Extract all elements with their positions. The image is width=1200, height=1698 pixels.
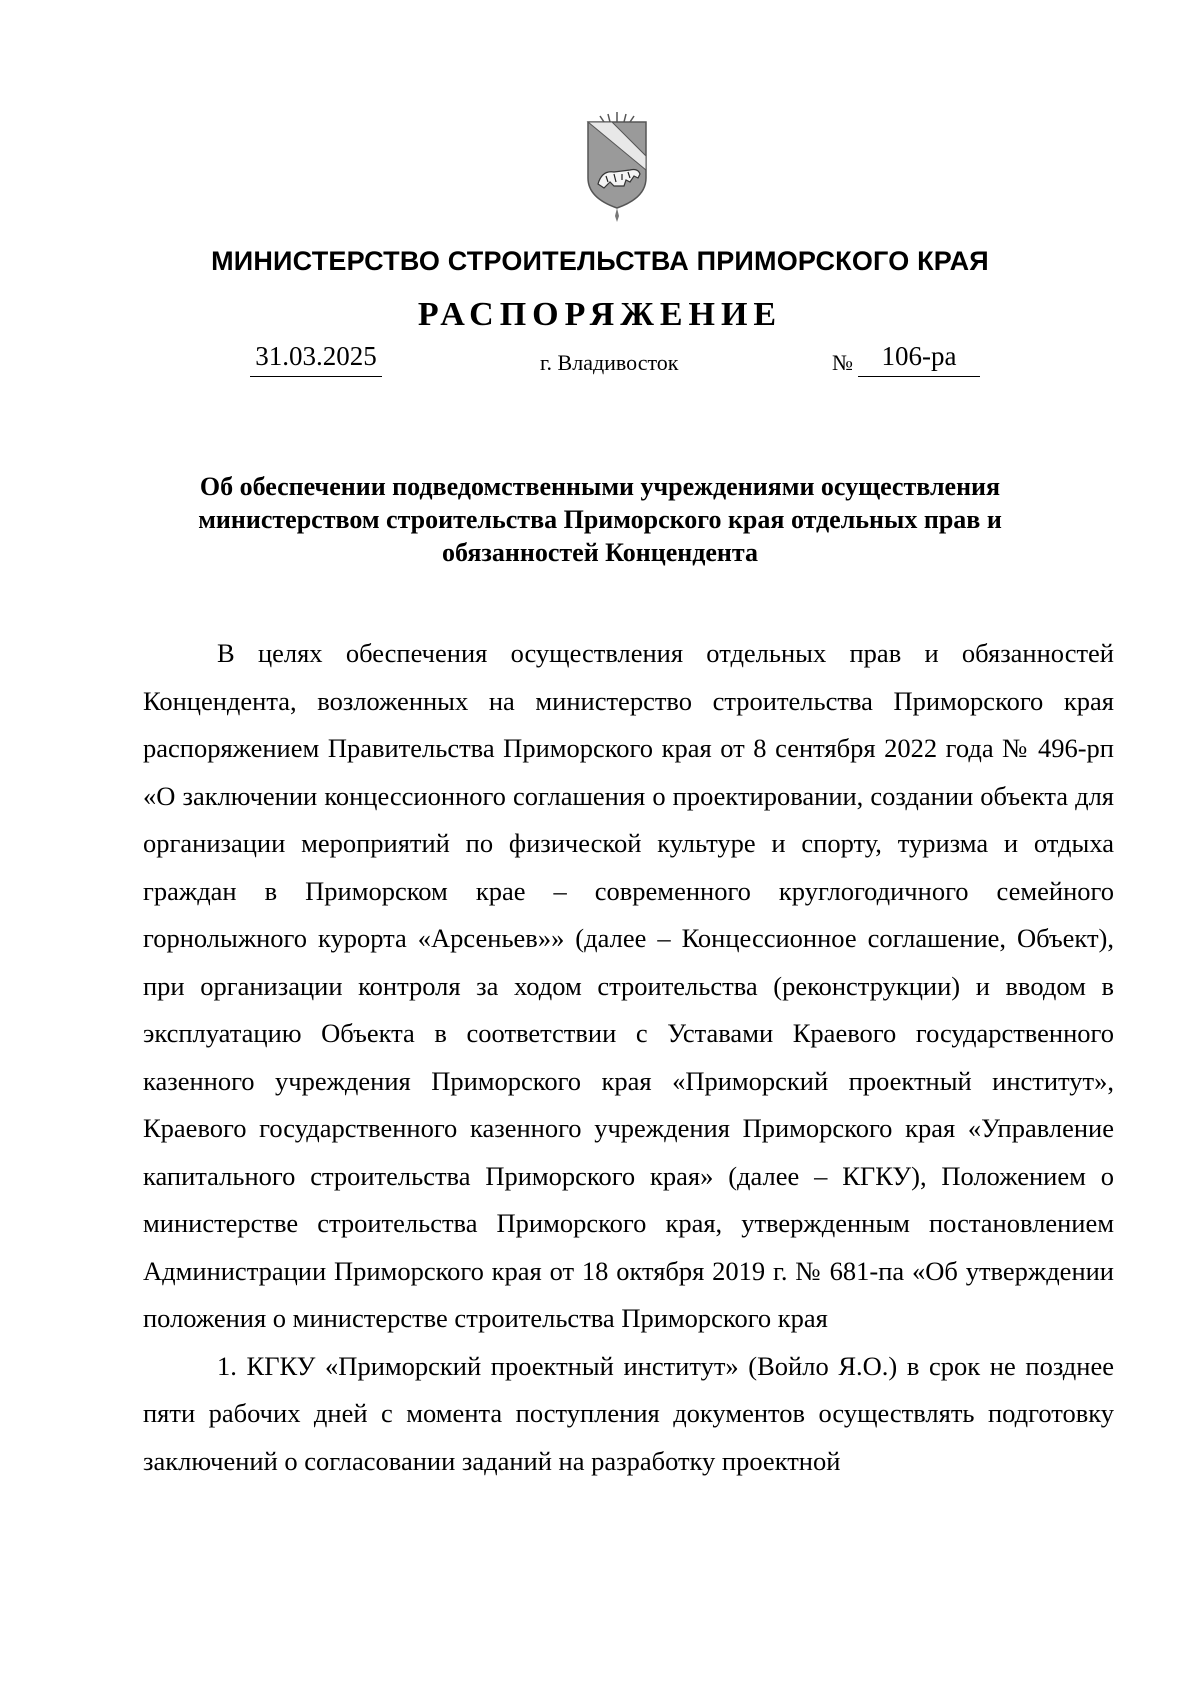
document-city: г. Владивосток xyxy=(540,350,679,375)
coat-of-arms-emblem xyxy=(584,112,650,224)
body-paragraph-item-1: 1. КГКУ «Приморский проектный институт» (Войло Я.О.) в срок не позднее пяти рабочих дней с момента поступления документов осуществлять подготовку заключений о согласовании заданий на разработку проектной xyxy=(143,1350,1114,1476)
document-type-heading: РАСПОРЯЖЕНИЕ xyxy=(417,296,783,333)
document-body xyxy=(143,630,1114,1485)
ministry-name: МИНИСТЕРСТВО СТРОИТЕЛЬСТВА ПРИМОРСКОГО КРАЯ xyxy=(211,246,989,276)
document-number-label: № xyxy=(832,350,853,375)
document-date: 31.03.2025 xyxy=(250,338,382,377)
document-title-line: Об обеспечении подведомственными учреждениями осуществления xyxy=(199,472,1001,501)
document-title xyxy=(120,470,1080,569)
body-paragraph-preamble: В целях обеспечения осуществления отдельных прав и обязанностей Концендента, возложенных на министерство строительства Приморского края распоряжением Правительства Приморского края от 8 сентября 2022 года № 496-рп «О заключении концессионного соглашения о проектировании, создании объекта для организации мероприятий по физической культуре и спорту, туризма и отдыха граждан в Приморском крае – современного круглогодичного семейного горнолыжного курорта «Арсеньев»» (далее – Концессионное соглашение, Объект), при организации контроля за ходом строительства (реконструкции) и вводом в эксплуатацию Объекта в соответствии с Уставами Краевого государственного казенного учреждения Приморского края «Приморский проектный институт», Краевого государственного казенного учреждения Приморского края «Управление капитального строительства Приморского края» (далее – КГКУ), Положением о министерстве строительства Приморского края, утвержденным постановлением Администрации Приморского края от 18 октября 2019 г. № 681-па «Об утверждении положения о министерстве строительства Приморского края xyxy=(143,638,1114,1333)
document-number: 106-ра xyxy=(858,338,980,377)
document-title-line: министерством строительства Приморского края отдельных прав и xyxy=(198,505,1002,534)
document-title-line: обязанностей Концендента xyxy=(442,538,758,567)
